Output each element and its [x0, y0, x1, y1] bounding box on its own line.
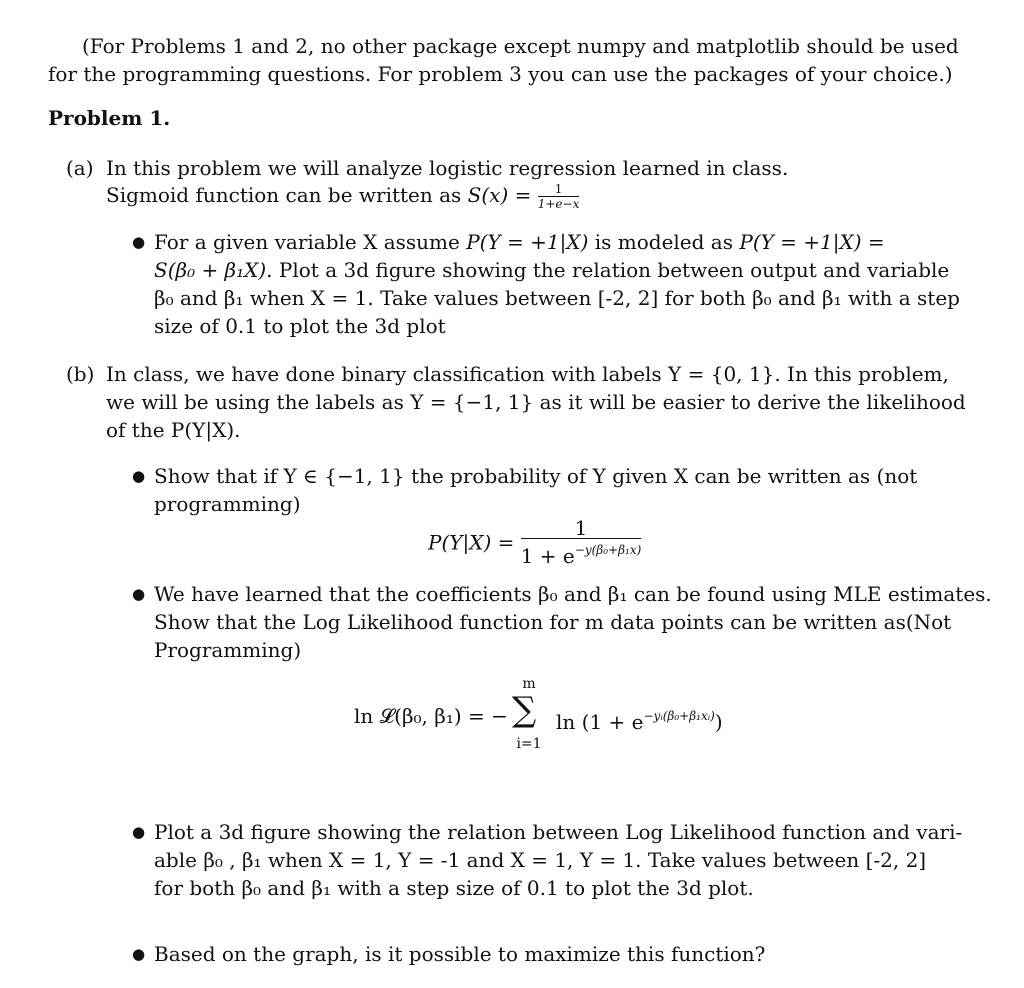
sum-lower-limit: i=1: [516, 736, 542, 752]
eq1-den-base: 1 + e: [520, 544, 575, 568]
problem-title: Problem 1.: [48, 106, 171, 130]
part-a-line-2: [106, 181, 579, 211]
sum-upper-limit: m: [522, 676, 536, 692]
bullet-a1-line-2: [154, 256, 949, 284]
intro-line-2: for the programming questions. For problem 3 you can use the packages of your choice.): [48, 62, 953, 86]
eq2-rhs-close: ): [714, 710, 723, 734]
part-a-line-2-text: Sigmoid function can be written as: [106, 183, 462, 207]
part-b-label: (b): [66, 362, 95, 386]
bullet-b3-line-3: for both β₀ and β₁ with a step size of 0.1 to plot the 3d plot.: [154, 876, 754, 900]
sum-symbol: ∑: [512, 690, 537, 730]
bullet-b4-marker: ●: [132, 945, 146, 963]
bullet-a1-line-3: β₀ and β₁ when X = 1. Take values between [-2, 2] for both β₀ and β₁ with a step: [154, 286, 960, 310]
bullet-b3-marker: ●: [132, 823, 146, 841]
bullet-a1-marker: ●: [132, 233, 146, 251]
bullet-b3-line-1: Plot a 3d figure showing the relation between Log Likelihood function and vari-: [154, 820, 963, 844]
equation-log-likelihood: [354, 702, 508, 730]
bullet-b2-line-1: We have learned that the coefficients β₀ and β₁ can be found using MLE estimates.: [154, 582, 992, 606]
intro-line-1: (For Problems 1 and 2, no other package except numpy and matplotlib should be used: [82, 34, 959, 58]
sigmoid-lhs: S(x) =: [467, 183, 532, 207]
equation-py-given-x: [428, 518, 641, 567]
eq1-denominator: [521, 539, 642, 567]
eq1-numerator: 1: [521, 518, 642, 539]
bullet-b2-marker: ●: [132, 585, 146, 603]
bullet-b3-line-2: able β₀ , β₁ when X = 1, Y = -1 and X = 1, Y = 1. Take values between [-2, 2]: [154, 848, 927, 872]
part-b-line-2: we will be using the labels as Y = {−1, 1} as it will be easier to derive the likelihood: [106, 390, 966, 414]
bullet-b2-line-3: Programming): [154, 638, 302, 662]
bullet-a1-expr-s: S(β₀ + β₁X).: [154, 258, 273, 282]
bullet-a1-line-1: [154, 228, 885, 256]
eq1-den-exponent: −y(β₀+β₁x): [574, 543, 642, 557]
bullet-b1-line-2: programming): [154, 492, 301, 516]
bullet-b4-line-1: Based on the graph, is it possible to maximize this function?: [154, 942, 766, 966]
sigmoid-numerator: 1: [538, 182, 580, 197]
eq2-rhs-exponent: −yᵢ(β₀+β₁xᵢ): [643, 709, 715, 723]
bullet-a1-expr-b: P(Y = +1|X): [466, 230, 589, 254]
part-b-line-1: In class, we have done binary classification with labels Y = {0, 1}. In this problem,: [106, 362, 949, 386]
eq2-lhs: ln 𝓛(β₀, β₁) = −: [354, 704, 508, 728]
eq2-rhs: [556, 702, 723, 736]
bullet-b2-line-2: Show that the Log Likelihood function for m data points can be written as(Not: [154, 610, 952, 634]
bullet-a1-expr-d: P(Y = +1|X) =: [739, 230, 885, 254]
part-b-line-3: of the P(Y|X).: [106, 418, 241, 442]
bullet-a1-text-plot: Plot a 3d figure showing the relation between output and variable: [278, 258, 950, 282]
sigmoid-fraction: [538, 182, 580, 211]
eq1-lhs: P(Y|X) =: [428, 530, 515, 555]
bullet-a1-text-a: For a given variable X assume: [154, 230, 460, 254]
bullet-b1-marker: ●: [132, 467, 146, 485]
part-a-label: (a): [66, 156, 94, 180]
bullet-a1-text-c: is modeled as: [594, 230, 733, 254]
eq2-rhs-base: ln (1 + e: [556, 710, 644, 734]
eq1-fraction: [521, 518, 642, 567]
part-a-line-1: In this problem we will analyze logistic regression learned in class.: [106, 156, 789, 180]
sigmoid-denominator: 1+e−x: [537, 197, 580, 211]
bullet-a1-line-4: size of 0.1 to plot the 3d plot: [154, 314, 446, 338]
bullet-b1-line-1: Show that if Y ∈ {−1, 1} the probability of Y given X can be written as (not: [154, 464, 918, 488]
